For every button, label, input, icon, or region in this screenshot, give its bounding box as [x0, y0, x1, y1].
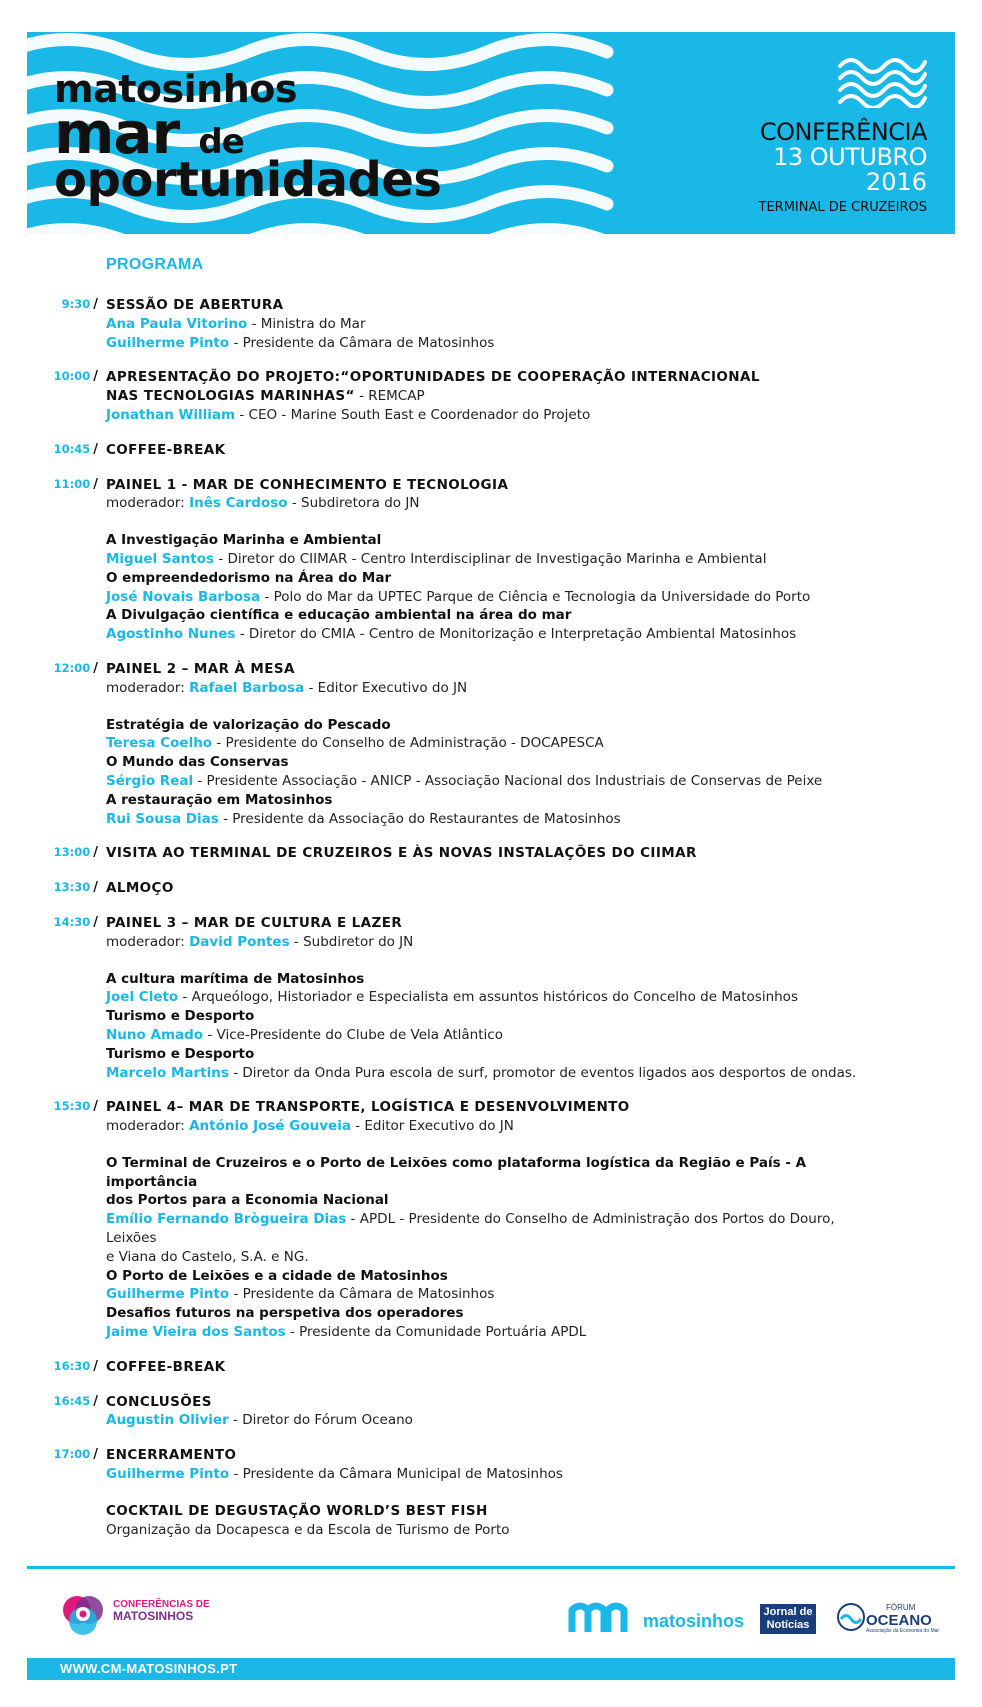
title-de: de	[198, 122, 244, 162]
session-title-cont: NAS TECNOLOGIAS MARINHAS“ - REMCAP	[106, 388, 425, 405]
topic-title: Turismo e Desporto	[106, 1008, 255, 1025]
speaker-line: Marcelo Martins - Diretor da Onda Pura escola de surf, promotor de eventos ligados aos desportos de ondas.	[106, 1064, 857, 1081]
topic-title-cont: dos Portos para a Economia Nacional	[106, 1192, 389, 1209]
topic-title: O Porto de Leixões e a cidade de Matosinhos	[106, 1267, 448, 1284]
speaker-line: Ana Paula Vitorino - Ministra do Mar	[106, 315, 366, 332]
topic-title: O Terminal de Cruzeiros e o Porto de Leixões como plataforma logística da Região e País - A importância	[106, 1154, 807, 1190]
schedule-item	[0, 476, 982, 644]
speaker-line: Joel Cleto - Arqueólogo, Historiador e Especialista em assuntos históricos do Concelho de Matosinhos	[106, 989, 798, 1006]
speaker-line: Sérgio Real - Presidente Associação - ANICP - Associação Nacional dos Industriais de Conservas de Peixe	[106, 772, 823, 789]
time-label: 14:30 /	[53, 914, 98, 930]
session-title: PAINEL 4– MAR DE TRANSPORTE, LOGÍSTICA E DESENVOLVIMENTO	[106, 1099, 630, 1116]
topic-title: A restauração em Matosinhos	[106, 791, 333, 808]
speaker-line: Teresa Coelho - Presidente do Conselho de Administração - DOCAPESCA	[106, 735, 604, 752]
time-label: 12:00 /	[53, 660, 98, 676]
schedule-item	[0, 1098, 982, 1342]
moderator-line: moderador: Rafael Barbosa - Editor Executivo do JN	[106, 679, 468, 696]
speaker-line: Guilherme Pinto - Presidente da Câmara de Matosinhos	[106, 1286, 495, 1303]
session-title: SESSÃO DE ABERTURA	[106, 297, 284, 313]
time-label: 13:30 /	[53, 880, 98, 896]
forum-oceano-text: FÓRUM OCEANO Associação da Economia do Mar	[866, 1603, 940, 1635]
conference-label: CONFERÊNCIA	[759, 118, 927, 146]
schedule-item	[0, 1393, 982, 1431]
time-label: 15:30 /	[53, 1099, 98, 1115]
topic-title: O Mundo das Conservas	[106, 754, 289, 771]
schedule-item	[0, 660, 982, 828]
topic-title: A Divulgação científica e educação ambiental na área do mar	[106, 607, 572, 624]
conferencias-logo-icon	[57, 1590, 109, 1642]
website-link[interactable]: WWW.CM-MATOSINHOS.PT	[60, 1661, 238, 1676]
conference-info	[759, 120, 927, 214]
session-title: COFFEE-BREAK	[106, 441, 226, 458]
speaker-line: Guilherme Pinto - Presidente da Câmara Municipal de Matosinhos	[106, 1466, 563, 1483]
session-title: APRESENTAÇÃO DO PROJETO:“OPORTUNIDADES DE COOPERAÇÃO INTERNACIONAL	[106, 369, 760, 386]
session-title: COFFEE-BREAK	[106, 1358, 226, 1375]
session-title: PAINEL 2 – MAR À MESA	[106, 660, 295, 677]
speaker-line: Jaime Vieira dos Santos - Presidente da Comunidade Portuária APDL	[106, 1324, 587, 1341]
cocktail-title: COCKTAIL DE DEGUSTAÇÃO WORLD’S BEST FISH	[106, 1502, 488, 1519]
time-label: 10:00 /	[53, 369, 98, 385]
speaker-line: Nuno Amado - Vice-Presidente do Clube de Vela Atlântico	[106, 1026, 503, 1043]
footer-divider	[27, 1566, 955, 1569]
session-title: ALMOÇO	[106, 880, 174, 897]
schedule-item	[0, 879, 982, 898]
topic-title: A cultura marítima de Matosinhos	[106, 970, 365, 987]
matosinhos-logo-icon	[568, 1600, 638, 1636]
schedule-item	[0, 296, 982, 352]
moderator-line: moderador: António José Gouveia - Editor Executivo do JN	[106, 1118, 514, 1135]
time-label: 16:30 /	[53, 1358, 98, 1374]
topic-title: O empreendedorismo na Área do Mar	[106, 569, 392, 586]
speaker-line: Guilherme Pinto - Presidente da Câmara de Matosinhos	[106, 334, 495, 351]
schedule-item	[0, 1446, 982, 1539]
session-title: PAINEL 1 - MAR DE CONHECIMENTO E TECNOLOGIA	[106, 476, 509, 493]
title-line-3: oportunidades	[54, 152, 442, 208]
cocktail-desc: Organização da Docapesca e da Escola de Turismo de Porto	[106, 1521, 510, 1538]
speaker-line: Agostinho Nunes - Diretor do CMIA - Centro de Monitorização e Interpretação Ambiental Matosinhos	[106, 626, 797, 643]
schedule-item	[0, 1358, 982, 1377]
session-title: VISITA AO TERMINAL DE CRUZEIROS E ÀS NOVAS INSTALAÇÕES DO CIIMAR	[106, 845, 697, 862]
forum-oceano-icon	[836, 1602, 866, 1632]
session-title: CONCLUSÕES	[106, 1393, 212, 1410]
time-label: 9:30 /	[61, 297, 98, 312]
topic-title: Desafios futuros na perspetiva dos operadores	[106, 1305, 464, 1322]
time-label: 16:45 /	[53, 1393, 98, 1409]
session-title: PAINEL 3 – MAR DE CULTURA E LAZER	[106, 914, 403, 931]
time-label: 10:45 /	[53, 441, 98, 457]
speaker-line: Augustin Olivier - Diretor do Fórum Oceano	[106, 1412, 413, 1429]
jornal-noticias-logo: Jornal de Notícias	[760, 1604, 816, 1634]
title-mar: mar	[54, 99, 180, 167]
conference-venue: TERMINAL DE CRUZEIROS	[758, 199, 927, 215]
speaker-line: Jonathan William - CEO - Marine South East e Coordenador do Projeto	[106, 406, 591, 423]
time-label: 13:00 /	[53, 845, 98, 861]
schedule-item	[0, 441, 982, 460]
session-title: ENCERRAMENTO	[106, 1447, 237, 1464]
moderator-line: moderador: Inês Cardoso - Subdiretora do JN	[106, 495, 420, 512]
topic-title: Turismo e Desporto	[106, 1045, 255, 1062]
speaker-line: Miguel Santos - Diretor do CIIMAR - Centro Interdisciplinar de Investigação Marinha e Ambiental	[106, 550, 767, 567]
speaker-line: Emílio Fernando Brògueira Dias - APDL - Presidente do Conselho de Administração dos Portos do Douro, Leixões	[106, 1211, 835, 1247]
schedule-item	[0, 368, 982, 424]
conferencias-logo-text: CONFERÊNCIAS DE MATOSINHOS	[113, 1599, 210, 1623]
conference-date: 13 OUTUBRO	[773, 143, 927, 172]
schedule	[0, 296, 982, 1555]
time-label: 17:00 /	[53, 1447, 98, 1463]
programa-heading: PROGRAMA	[106, 256, 204, 273]
time-label: 11:00 /	[53, 476, 98, 492]
moderator-line: moderador: David Pontes - Subdiretor do JN	[106, 933, 414, 950]
conference-year: 2016	[865, 168, 927, 197]
topic-title: Estratégia de valorização do Pescado	[106, 716, 391, 733]
header-banner	[27, 32, 955, 234]
title-line-1: matosinhos	[54, 67, 297, 111]
schedule-item	[0, 844, 982, 863]
speaker-line-cont: e Viana do Castelo, S.A. e NG.	[106, 1248, 309, 1265]
matosinhos-logo-text: matosinhos	[643, 1611, 745, 1631]
event-title	[54, 67, 442, 208]
schedule-item	[0, 914, 982, 1082]
speaker-line: Rui Sousa Dias - Presidente da Associação do Restaurantes de Matosinhos	[106, 810, 621, 827]
topic-title: A Investigação Marinha e Ambiental	[106, 532, 382, 549]
conference-waves-icon	[837, 52, 927, 108]
speaker-line: José Novais Barbosa - Polo do Mar da UPTEC Parque de Ciência e Tecnologia da Universidade do Porto	[106, 588, 811, 605]
